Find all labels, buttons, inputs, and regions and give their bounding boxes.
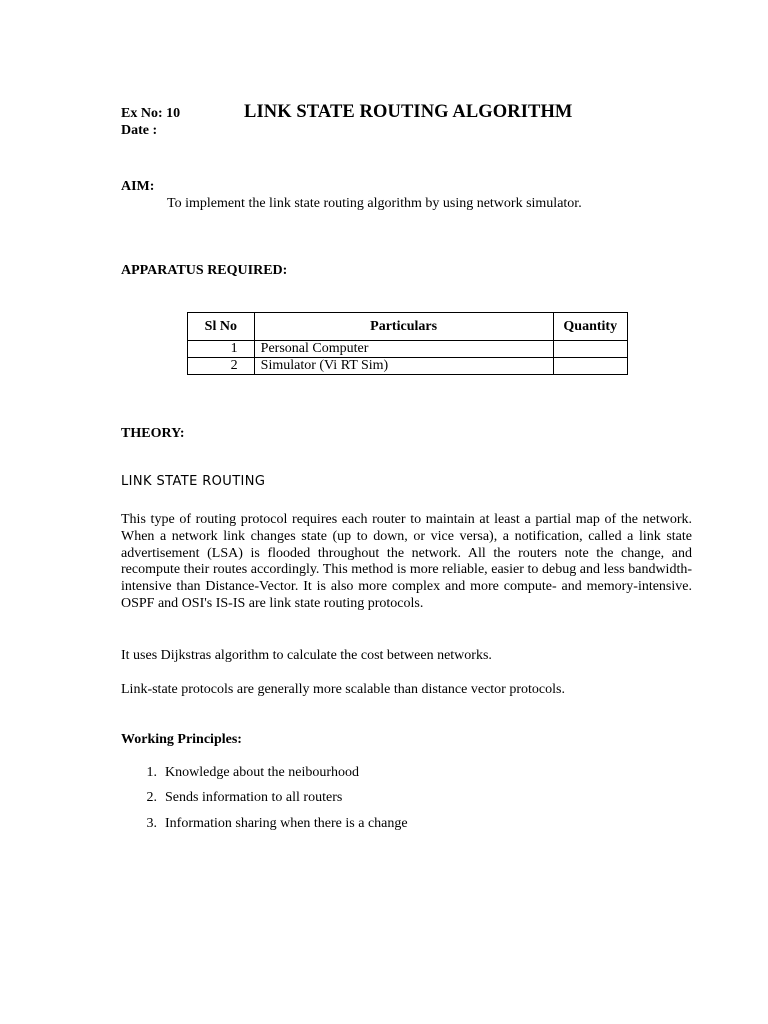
table-header-row <box>188 313 628 341</box>
list-item-number: 3. <box>146 816 157 831</box>
table-cell-particulars: Personal Computer <box>254 341 553 358</box>
column-header-sl-no: Sl No <box>188 313 255 341</box>
aim-text: To implement the link state routing algorithm by using network simulator. <box>167 196 582 211</box>
list-item-text: Knowledge about the neibourhood <box>165 765 360 780</box>
theory-subheading: LINK STATE ROUTING <box>121 474 266 489</box>
theory-paragraph: This type of routing protocol requires each router to maintain at least a partial map of the network. When a network link changes state (up to down, or vice versa), a notification, called a link state advertisement (LSA) is flooded throughout the network. All the routers note the change, and recompute their routes accordingly. This method is more reliable, easier to debug and less bandwidth-intensive than Distance-Vector. It is also more complex and more compute- and memory-intensive. OSPF and OSI's IS-IS are link state routing protocols. <box>121 512 692 611</box>
table-cell-quantity <box>553 341 627 358</box>
theory-paragraph: Link-state protocols are generally more scalable than distance vector protocols. <box>121 682 565 697</box>
table-cell-sl-no: 2 <box>188 358 255 375</box>
column-header-quantity: Quantity <box>553 313 627 341</box>
exercise-number: Ex No: 10 <box>121 106 181 121</box>
page-title: LINK STATE ROUTING ALGORITHM <box>244 102 573 122</box>
table-cell-sl-no: 1 <box>188 341 255 358</box>
column-header-particulars: Particulars <box>254 313 553 341</box>
theory-paragraph: It uses Dijkstras algorithm to calculate the cost between networks. <box>121 648 492 663</box>
table-cell-quantity <box>553 358 627 375</box>
aim-heading: AIM: <box>121 179 155 194</box>
list-item-text: Sends information to all routers <box>165 790 343 805</box>
table-row <box>188 358 628 375</box>
list-item-number: 2. <box>146 790 157 805</box>
apparatus-table <box>187 312 628 375</box>
list-item-number: 1. <box>146 765 157 780</box>
working-principles-heading: Working Principles: <box>121 732 242 747</box>
list-item-text: Information sharing when there is a change <box>165 816 408 831</box>
theory-heading: THEORY: <box>121 426 185 441</box>
date-label: Date : <box>121 123 158 138</box>
table-cell-particulars: Simulator (Vi RT Sim) <box>254 358 553 375</box>
apparatus-heading: APPARATUS REQUIRED: <box>121 263 288 278</box>
table-row <box>188 341 628 358</box>
